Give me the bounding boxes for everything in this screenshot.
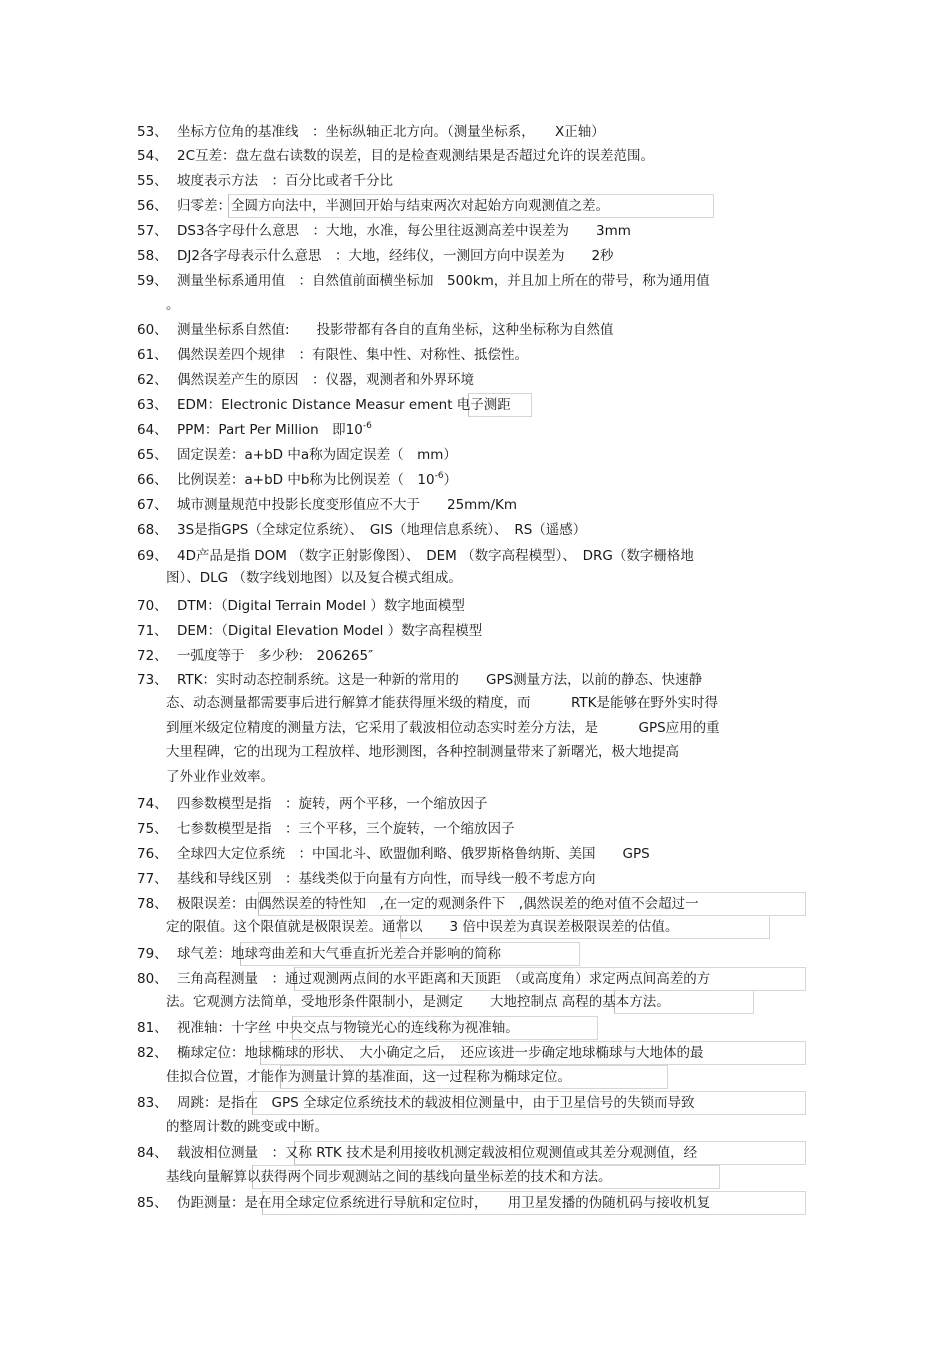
list-item bbox=[137, 419, 817, 441]
item-continuation-line: 佳拟合位置，才能作为测量计算的基准面，这一过程称为椭球定位。 bbox=[166, 1069, 571, 1085]
item-number: 73、 bbox=[137, 672, 168, 688]
item-text: 3S是指GPS（全球定位系统）、 GIS（地理信息系统）、 RS（遥感） bbox=[177, 522, 587, 538]
item-text: 一弧度等于 多少秒: 206265″ bbox=[177, 648, 374, 664]
item-number: 67、 bbox=[137, 497, 168, 513]
item-number: 61、 bbox=[137, 347, 168, 363]
item-text: 固定误差：a+bD 中a称为固定误差（ mm） bbox=[177, 447, 457, 463]
item-number: 62、 bbox=[137, 372, 168, 388]
list-item bbox=[137, 620, 817, 642]
item-text: 四参数模型是指 ：旋转，两个平移，一个缩放因子 bbox=[177, 796, 488, 812]
list-item bbox=[137, 469, 817, 491]
list-item bbox=[137, 394, 817, 416]
item-text: EDM：Electronic Distance Measur ement 电子测距 bbox=[177, 397, 511, 413]
item-number: 77、 bbox=[137, 871, 168, 887]
item-text: 三角高程测量 ：通过观测两点间的水平距离和天顶距 （或高度角）求定两点间高差的方 bbox=[177, 971, 711, 987]
list-item bbox=[137, 245, 817, 267]
list-item bbox=[137, 843, 817, 865]
list-item bbox=[137, 220, 817, 242]
item-number: 59、 bbox=[137, 273, 168, 289]
item-text: 全球四大定位系统 ：中国北斗、欧盟伽利略、俄罗斯格鲁纳斯、美国 GPS bbox=[177, 846, 650, 862]
item-text: 城市测量规范中投影长度变形值应不大于 25mm/Km bbox=[177, 497, 518, 513]
item-number: 64、 bbox=[137, 422, 168, 438]
list-item bbox=[137, 369, 817, 391]
list-item bbox=[137, 893, 817, 915]
item-text: 偶然误差产生的原因 ：仪器，观测者和外界环境 bbox=[177, 372, 474, 388]
item-continuation-line: 图）、DLG （数字线划地图）以及复合模式组成。 bbox=[166, 570, 462, 586]
item-continuation-line: 基线向量解算以获得两个同步观测站之间的基线向量坐标差的技术和方法。 bbox=[166, 1169, 612, 1185]
list-item bbox=[137, 319, 817, 341]
list-item bbox=[137, 1192, 817, 1214]
item-text: 视准轴：十字丝 中央交点与物镜光心的连线称为视准轴。 bbox=[177, 1020, 519, 1036]
item-text: 测量坐标系自然值: 投影带都有各自的直角坐标，这种坐标称为自然值 bbox=[177, 322, 614, 338]
item-text: 比例误差：a+bD 中b称为比例误差（ 10 bbox=[177, 472, 435, 488]
item-continuation-line: 。 bbox=[166, 297, 180, 313]
item-number: 78、 bbox=[137, 896, 168, 912]
item-text: DEM：（Digital Elevation Model ）数字高程模型 bbox=[177, 623, 483, 639]
item-number: 79、 bbox=[137, 946, 168, 962]
item-text: 周跳：是指在 GPS 全球定位系统技术的载波相位测量中，由于卫星信号的失锁而导致 bbox=[177, 1095, 695, 1111]
item-number: 53、 bbox=[137, 124, 168, 140]
item-number: 80、 bbox=[137, 971, 168, 987]
list-item bbox=[137, 121, 817, 143]
item-text: 椭球定位：地球椭球的形状、 大小确定之后， 还应该进一步确定地球椭球与大地体的最 bbox=[177, 1045, 704, 1061]
list-item bbox=[137, 494, 817, 516]
item-text: 归零差：全圆方向法中，半测回开始与结束两次对起始方向观测值之差。 bbox=[177, 198, 609, 214]
item-continuation-line: 法。它观测方法简单，受地形条件限制小，是测定 大地控制点 高程的基本方法。 bbox=[166, 994, 670, 1010]
item-text: 极限误差：由偶然误差的特性知 ,在一定的观测条件下 ,偶然误差的绝对值不会超过一 bbox=[177, 896, 699, 912]
list-item bbox=[137, 595, 817, 617]
item-number: 55、 bbox=[137, 173, 168, 189]
item-text: 坐标方位角的基准线 ：坐标纵轴正北方向。（测量坐标系， X正轴） bbox=[177, 124, 605, 140]
list-item bbox=[137, 793, 817, 815]
item-continuation-line: 了外业作业效率。 bbox=[166, 769, 274, 785]
list-item bbox=[137, 1092, 817, 1114]
item-number: 68、 bbox=[137, 522, 168, 538]
item-text: 七参数模型是指 ：三个平移，三个旋转，一个缩放因子 bbox=[177, 821, 515, 837]
item-text: 2C互差：盘左盘右读数的误差，目的是检查观测结果是否超过允许的误差范围。 bbox=[177, 148, 655, 164]
item-number: 74、 bbox=[137, 796, 168, 812]
item-text: 基线和导线区别 ：基线类似于向量有方向性，而导线一般不考虑方向 bbox=[177, 871, 596, 887]
item-text: DJ2各字母表示什么意思 ：大地，经纬仪，一测回方向中误差为 2秒 bbox=[177, 248, 614, 264]
item-text: 偶然误差四个规律 ：有限性、集中性、对称性、抵偿性。 bbox=[177, 347, 528, 363]
item-text: PPM：Part Per Million 即10 bbox=[177, 422, 363, 438]
list-item bbox=[137, 1042, 817, 1064]
list-item bbox=[137, 818, 817, 840]
item-superscript: -6 bbox=[362, 420, 372, 431]
item-number: 75、 bbox=[137, 821, 168, 837]
item-number: 71、 bbox=[137, 623, 168, 639]
list-item bbox=[137, 344, 817, 366]
item-continuation-line: 态、动态测量都需要事后进行解算才能获得厘米级的精度，而 RTK是能够在野外实时得 bbox=[166, 695, 718, 711]
item-text: 球气差：地球弯曲差和大气垂直折光差合并影响的简称 bbox=[177, 946, 501, 962]
item-continuation-line: 到厘米级定位精度的测量方法，它采用了载波相位动态实时差分方法，是 GPS应用的重 bbox=[166, 720, 720, 736]
item-text: DTM：（Digital Terrain Model ）数字地面模型 bbox=[177, 598, 465, 614]
item-number: 60、 bbox=[137, 322, 168, 338]
item-number: 65、 bbox=[137, 447, 168, 463]
item-superscript: -6 bbox=[434, 470, 444, 481]
item-number: 72、 bbox=[137, 648, 168, 664]
list-item bbox=[137, 943, 817, 965]
item-number: 54、 bbox=[137, 148, 168, 164]
item-text: RTK：实时动态控制系统。这是一种新的常用的 GPS测量方法，以前的静态、快速静 bbox=[177, 672, 703, 688]
item-text: 测量坐标系通用值 ：自然值前面横坐标加 500km，并且加上所在的带号，称为通用值 bbox=[177, 273, 710, 289]
list-item bbox=[137, 968, 817, 990]
list-item bbox=[137, 1017, 817, 1039]
item-number: 83、 bbox=[137, 1095, 168, 1111]
item-text: DS3各字母什么意思 ：大地，水准，每公里往返测高差中误差为 3mm bbox=[177, 223, 631, 239]
item-number: 82、 bbox=[137, 1045, 168, 1061]
item-number: 85、 bbox=[137, 1195, 168, 1211]
list-item bbox=[137, 645, 817, 667]
item-number: 63、 bbox=[137, 397, 168, 413]
list-item bbox=[137, 519, 817, 541]
item-number: 56、 bbox=[137, 198, 168, 214]
item-number: 66、 bbox=[137, 472, 168, 488]
item-number: 70、 bbox=[137, 598, 168, 614]
list-item bbox=[137, 145, 817, 167]
item-text: 伪距测量：是在用全球定位系统进行导航和定位时， 用卫星发播的伪随机码与接收机复 bbox=[177, 1195, 711, 1211]
item-number: 76、 bbox=[137, 846, 168, 862]
list-item bbox=[137, 270, 817, 292]
item-number: 69、 bbox=[137, 548, 168, 564]
list-item bbox=[137, 195, 817, 217]
item-continuation-line: 大里程碑，它的出现为工程放样、地形测图，各种控制测量带来了新曙光，极大地提高 bbox=[166, 744, 679, 760]
item-continuation-line: 定的限值。这个限值就是极限误差。通常以 3 倍中误差为真误差极限误差的估值。 bbox=[166, 919, 679, 935]
list-item bbox=[137, 1142, 817, 1164]
item-number: 57、 bbox=[137, 223, 168, 239]
list-item bbox=[137, 868, 817, 890]
item-tail: ） bbox=[443, 472, 458, 488]
item-text: 载波相位测量 ：又称 RTK 技术是利用接收机测定载波相位观测值或其差分观测值，经 bbox=[177, 1145, 698, 1161]
list-item bbox=[137, 545, 817, 567]
item-number: 81、 bbox=[137, 1020, 168, 1036]
item-number: 84、 bbox=[137, 1145, 168, 1161]
item-number: 58、 bbox=[137, 248, 168, 264]
list-item bbox=[137, 170, 817, 192]
item-continuation-line: 的整周计数的跳变或中断。 bbox=[166, 1119, 328, 1135]
item-text: 坡度表示方法 ：百分比或者千分比 bbox=[177, 173, 393, 189]
item-text: 4D产品是指 DOM （数字正射影像图）、 DEM （数字高程模型）、 DRG（数字栅格地 bbox=[177, 548, 694, 564]
list-item bbox=[137, 669, 817, 691]
list-item bbox=[137, 444, 817, 466]
